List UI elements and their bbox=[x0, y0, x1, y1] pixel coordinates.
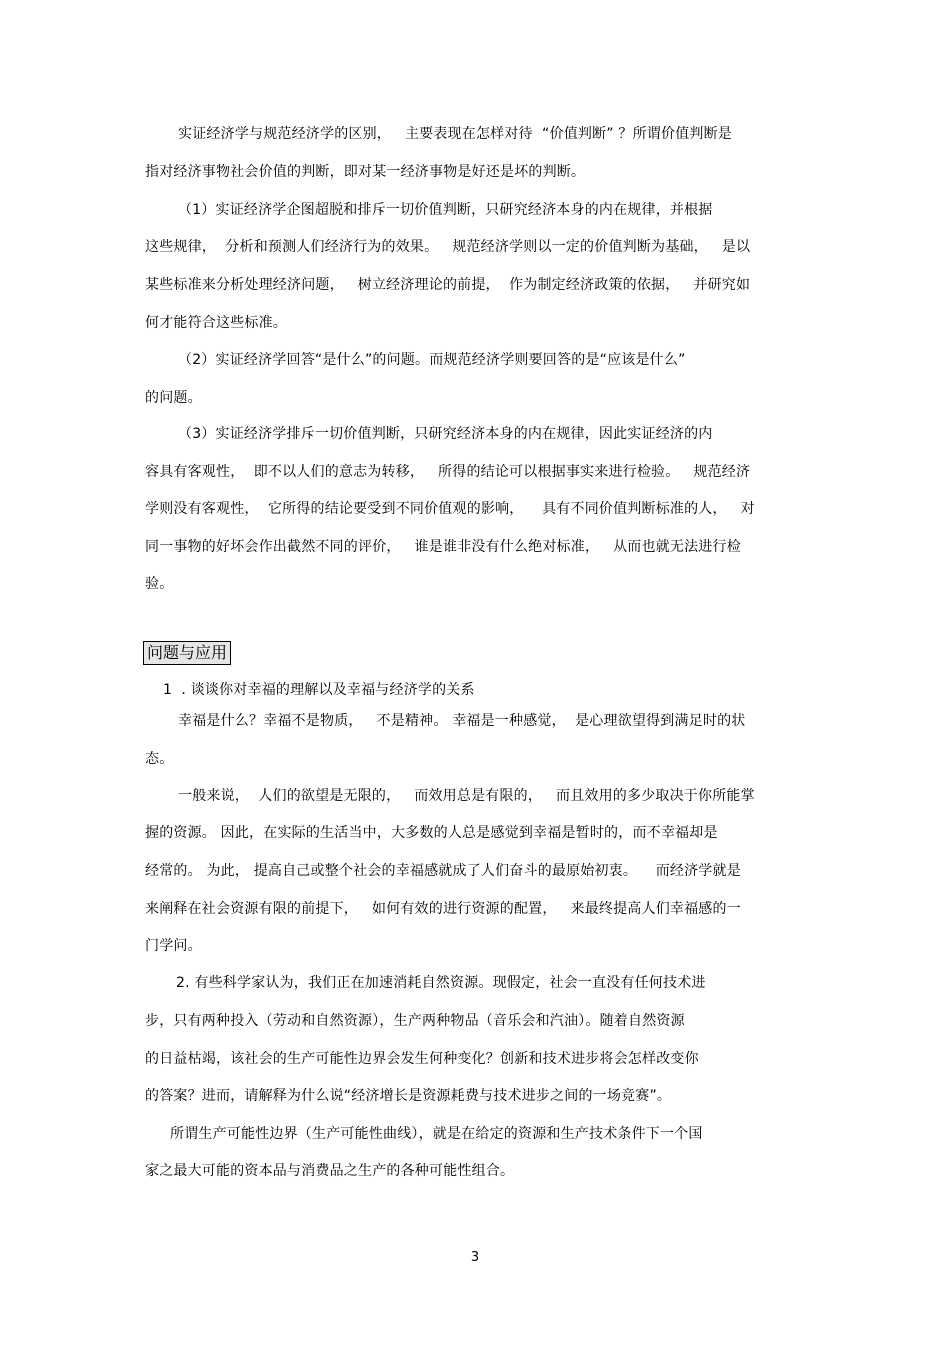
text-line: （2）实证经济学回答“是什么”的问题。而规范经济学则要回答的是“应该是什么” bbox=[178, 352, 686, 368]
question-title: 1 . 谈谈你对幸福的理解以及幸福与经济学的关系 bbox=[163, 682, 475, 698]
text-line: 家之最大可能的资本品与消费品之生产的各种可能性组合。 bbox=[145, 1163, 515, 1179]
text-line: 的答案？进而，请解释为什么说“经济增长是资源耗费与技术进步之间的一场竞赛”。 bbox=[145, 1088, 672, 1104]
text-line: 来阐释在社会资源有限的前提下， 如何有效的进行资源的配置， 来最终提高人们幸福感的一 bbox=[145, 901, 741, 917]
question-title: 2. 有些科学家认为，我们正在加速消耗自然资源。现假定，社会一直没有任何技术进 bbox=[176, 975, 706, 991]
text-line: 经常的。 为此， 提高自己或整个社会的幸福感就成了人们奋斗的最原始初衷。 而经济学就是 bbox=[145, 863, 741, 879]
text-line: 握的资源。 因此，在实际的生活当中，大多数的人总是感觉到幸福是暂时的，而不幸福却是 bbox=[145, 825, 718, 841]
text-line: 的日益枯竭，该社会的生产可能性边界会发生何种变化？创新和技术进步将会怎样改变你 bbox=[145, 1051, 699, 1067]
text-line: 指对经济事物社会价值的判断，即对某一经济事物是好还是坏的判断。 bbox=[145, 164, 586, 180]
text-line: 步，只有两种投入（劳动和自然资源），生产两种物品（音乐会和汽油）。随着自然资源 bbox=[145, 1013, 685, 1029]
text-line: （1）实证经济学企图超脱和排斥一切价值判断，只研究经济本身的内在规律，并根据 bbox=[178, 202, 713, 218]
text-line: 学则没有客观性， 它所得的结论要受到不同价值观的影响， 具有不同价值判断标准的人， 对 bbox=[145, 501, 755, 517]
page-number: 3 bbox=[470, 1250, 480, 1265]
text-line: 所谓生产可能性边界（生产可能性曲线），就是在给定的资源和生产技术条件下一个国 bbox=[170, 1126, 703, 1142]
section-heading: 问题与应用 bbox=[143, 641, 231, 665]
text-line: 态。 bbox=[145, 751, 174, 767]
text-line: 验。 bbox=[145, 576, 174, 592]
text-line: 实证经济学与规范经济学的区别， 主要表现在怎样对待 “价值判断” ？所谓价值判断是 bbox=[178, 126, 733, 142]
text-line: 容具有客观性， 即不以人们的意志为转移， 所得的结论可以根据事实来进行检验。 规范经济 bbox=[145, 464, 751, 480]
text-line: 何才能符合这些标准。 bbox=[145, 315, 287, 331]
text-line: （3）实证经济学排斥一切价值判断，只研究经济本身的内在规律，因此实证经济的内 bbox=[178, 426, 713, 442]
text-line: 幸福是什么？幸福不是物质， 不是精神。 幸福是一种感觉， 是心理欲望得到满足时的状 bbox=[178, 713, 746, 729]
text-line: 这些规律， 分析和预测人们经济行为的效果。 规范经济学则以一定的价值判断为基础， 是以 bbox=[145, 239, 751, 255]
text-line: 的问题。 bbox=[145, 390, 202, 406]
text-line: 同一事物的好坏会作出截然不同的评价， 谁是谁非没有什么绝对标准， 从而也就无法进行检 bbox=[145, 539, 741, 555]
text-line: 某些标准来分析处理经济问题， 树立经济理论的前提， 作为制定经济政策的依据， 并研究如 bbox=[145, 277, 751, 293]
text-line: 门学问。 bbox=[145, 938, 202, 954]
text-line: 一般来说， 人们的欲望是无限的， 而效用总是有限的， 而且效用的多少取决于你所能掌 bbox=[178, 788, 755, 804]
